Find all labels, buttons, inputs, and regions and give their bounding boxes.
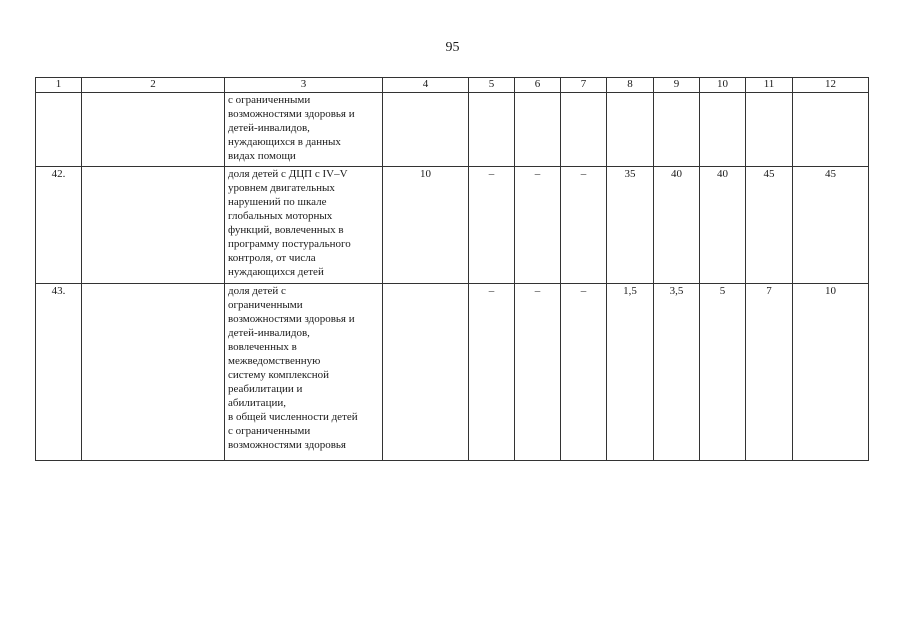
row-number — [36, 93, 82, 167]
value-cell — [515, 93, 561, 167]
table-row — [36, 284, 869, 461]
header-cell: 2 — [82, 78, 225, 93]
value-cell: 40 — [654, 167, 700, 284]
row-col2 — [82, 284, 225, 461]
value-cell: – — [469, 167, 515, 284]
value-cell — [469, 93, 515, 167]
header-cell: 1 — [36, 78, 82, 93]
value-cell: 40 — [700, 167, 746, 284]
value-cell: – — [515, 167, 561, 284]
value-cell: 3,5 — [654, 284, 700, 461]
row-col2 — [82, 93, 225, 167]
value-cell — [654, 93, 700, 167]
value-cell — [746, 93, 793, 167]
value-cell: 45 — [746, 167, 793, 284]
header-row — [36, 78, 869, 93]
value-cell: 45 — [793, 167, 869, 284]
row-col2 — [82, 167, 225, 284]
row-number: 42. — [36, 167, 82, 284]
header-cell: 6 — [515, 78, 561, 93]
value-cell: 10 — [383, 167, 469, 284]
value-cell: 7 — [746, 284, 793, 461]
row-number: 43. — [36, 284, 82, 461]
value-cell — [383, 93, 469, 167]
value-cell: 1,5 — [607, 284, 654, 461]
header-cell: 11 — [746, 78, 793, 93]
header-cell: 10 — [700, 78, 746, 93]
value-cell — [793, 93, 869, 167]
value-cell — [383, 284, 469, 461]
value-cell — [607, 93, 654, 167]
header-cell: 9 — [654, 78, 700, 93]
value-cell — [561, 93, 607, 167]
value-cell: – — [561, 167, 607, 284]
value-cell: – — [515, 284, 561, 461]
value-cell — [700, 93, 746, 167]
header-cell: 5 — [469, 78, 515, 93]
value-cell: – — [561, 284, 607, 461]
header-cell: 3 — [225, 78, 383, 93]
table-row — [36, 93, 869, 167]
value-cell: 35 — [607, 167, 654, 284]
header-cell: 8 — [607, 78, 654, 93]
value-cell: 10 — [793, 284, 869, 461]
row-indicator-text: с ограниченными возможностями здоровья и детей-инвалидов, нуждающихся в данных видах помощи — [225, 93, 383, 167]
value-cell: 5 — [700, 284, 746, 461]
value-cell: – — [469, 284, 515, 461]
table-row — [36, 167, 869, 284]
row-indicator-text: доля детей с ограниченными возможностями здоровья и детей-инвалидов, вовлеченных в межведомственную систему комплексной реабилитации и абилитации, в общей численности детей с ограниченными возможностями здоровья — [225, 284, 383, 461]
data-table — [35, 77, 869, 461]
page-number: 95 — [445, 40, 460, 55]
header-cell: 12 — [793, 78, 869, 93]
row-indicator-text: доля детей с ДЦП с IV–V уровнем двигательных нарушений по шкале глобальных моторных функций, вовлеченных в программу постурального контроля, от числа нуждающихся детей — [225, 167, 383, 284]
header-cell: 7 — [561, 78, 607, 93]
header-cell: 4 — [383, 78, 469, 93]
